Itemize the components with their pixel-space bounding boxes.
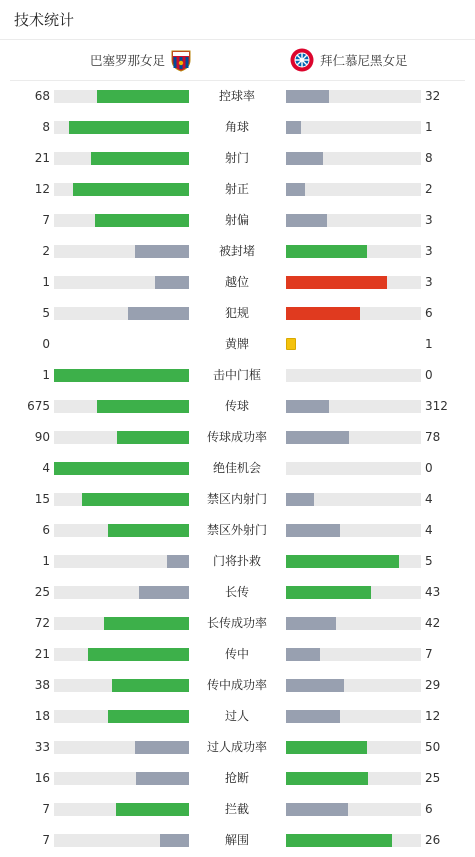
home-value: 38 (34, 678, 50, 692)
home-value: 1 (42, 275, 50, 289)
away-bar-track (286, 679, 421, 692)
away-bar-fill (286, 431, 349, 444)
home-value: 16 (34, 771, 50, 785)
away-value: 3 (425, 275, 433, 289)
away-value: 4 (425, 492, 433, 506)
stats-list (0, 81, 475, 856)
stat-row (0, 701, 475, 732)
home-bar-track (54, 555, 189, 568)
home-bar-track (54, 245, 189, 258)
away-bar-fill (286, 152, 323, 165)
stat-row (0, 143, 475, 174)
home-bar-fill (54, 462, 189, 475)
home-bar-fill (112, 679, 189, 692)
home-bar-track (54, 741, 189, 754)
home-bar-fill (167, 555, 190, 568)
stat-label: 禁区内射门 (206, 492, 267, 506)
stat-label: 过人成功率 (206, 740, 267, 754)
away-bar-fill (286, 493, 314, 506)
away-bar-track (286, 90, 421, 103)
away-bar-track (286, 524, 421, 537)
stat-label: 黄牌 (224, 337, 249, 351)
home-bar-track (54, 90, 189, 103)
stat-row (0, 515, 475, 546)
home-bar-track (54, 121, 189, 134)
stat-row (0, 670, 475, 701)
away-bar-fill (286, 741, 367, 754)
home-value: 90 (34, 430, 50, 444)
away-value: 43 (425, 585, 441, 599)
away-bar-track (286, 462, 421, 475)
home-value: 18 (34, 709, 50, 723)
home-value: 68 (34, 89, 50, 103)
away-bar-track (286, 121, 421, 134)
away-value: 8 (425, 151, 433, 165)
home-bar-track (54, 400, 189, 413)
away-team[interactable] (290, 40, 408, 80)
home-bar-fill (139, 586, 189, 599)
home-value: 21 (34, 151, 50, 165)
away-bar-fill (286, 586, 371, 599)
away-bar-fill (286, 803, 348, 816)
home-value: 0 (42, 337, 50, 351)
away-bar-fill (286, 307, 360, 320)
stat-row (0, 267, 475, 298)
home-bar-fill (69, 121, 189, 134)
stat-label: 越位 (224, 275, 249, 289)
away-bar-track (286, 183, 421, 196)
home-bar-fill (108, 710, 189, 723)
home-bar-track (54, 431, 189, 444)
away-value: 7 (425, 647, 433, 661)
away-value: 42 (425, 616, 441, 630)
away-value: 312 (425, 399, 448, 413)
stat-row (0, 329, 475, 360)
away-bar-fill (286, 524, 340, 537)
away-bar-track (286, 648, 421, 661)
away-bar-track (286, 245, 421, 258)
away-value: 2 (425, 182, 433, 196)
stat-row (0, 577, 475, 608)
stat-label: 击中门框 (212, 368, 261, 382)
home-value: 12 (34, 182, 50, 196)
home-team-name: 巴塞罗那女足 (90, 53, 166, 68)
stat-label: 被封堵 (218, 244, 255, 258)
away-bar-track (286, 741, 421, 754)
home-bar-track (54, 307, 189, 320)
team-header (10, 40, 465, 81)
page-header (0, 0, 475, 40)
stat-label: 角球 (224, 120, 249, 134)
away-bar-fill (286, 90, 329, 103)
stat-label: 传中 (224, 647, 249, 661)
away-bar-fill (286, 214, 327, 227)
away-value: 1 (425, 337, 433, 351)
home-value: 1 (42, 368, 50, 382)
away-value: 4 (425, 523, 433, 537)
away-bar-track (286, 276, 421, 289)
home-bar-track (54, 803, 189, 816)
stat-label: 射偏 (224, 213, 249, 227)
away-value: 0 (425, 461, 433, 475)
away-bar-track (286, 772, 421, 785)
away-team-name: 拜仁慕尼黑女足 (320, 53, 408, 68)
away-bar-track (286, 214, 421, 227)
away-bar-fill (286, 710, 340, 723)
away-bar-fill (286, 772, 368, 785)
away-value: 6 (425, 306, 433, 320)
home-bar-fill (104, 617, 189, 630)
home-bar-fill (97, 90, 189, 103)
stat-row (0, 732, 475, 763)
home-value: 7 (42, 833, 50, 847)
away-bar-track (286, 369, 421, 382)
away-bar-fill (286, 555, 399, 568)
away-bar-track (286, 803, 421, 816)
home-bar-fill (82, 493, 189, 506)
home-bar-fill (88, 648, 189, 661)
stat-row (0, 112, 475, 143)
home-bar-fill (160, 834, 189, 847)
away-bar-fill (286, 183, 305, 196)
home-value: 675 (27, 399, 50, 413)
stat-label: 传中成功率 (206, 678, 267, 692)
stat-row (0, 205, 475, 236)
away-bar-fill (286, 400, 329, 413)
stat-label: 抢断 (224, 771, 249, 785)
stat-label: 门将扑救 (212, 554, 261, 568)
home-bar-track (54, 493, 189, 506)
away-bar-fill (286, 617, 336, 630)
home-value: 4 (42, 461, 50, 475)
home-value: 1 (42, 554, 50, 568)
home-bar-track (54, 276, 189, 289)
away-value: 3 (425, 213, 433, 227)
home-bar-fill (97, 400, 189, 413)
home-value: 2 (42, 244, 50, 258)
home-value: 72 (34, 616, 50, 630)
stat-row (0, 484, 475, 515)
home-bar-track (54, 524, 189, 537)
away-value: 50 (425, 740, 441, 754)
stat-label: 传球 (224, 399, 249, 413)
away-bar-fill (286, 834, 392, 847)
home-value: 8 (42, 120, 50, 134)
away-bar-track (286, 710, 421, 723)
away-value: 1 (425, 120, 433, 134)
home-bar-fill (117, 431, 189, 444)
stat-label: 控球率 (218, 89, 255, 103)
bayern-munich-crest-icon (290, 48, 314, 72)
away-value: 3 (425, 244, 433, 258)
away-value: 32 (425, 89, 441, 103)
fc-barcelona-crest-icon (169, 48, 193, 72)
stat-row (0, 763, 475, 794)
home-bar-fill (116, 803, 189, 816)
away-value: 6 (425, 802, 433, 816)
home-bar-fill (108, 524, 189, 537)
away-bar-track (286, 617, 421, 630)
home-bar-track (54, 152, 189, 165)
stat-label: 过人 (224, 709, 249, 723)
stat-row (0, 360, 475, 391)
stat-label: 拦截 (224, 802, 249, 816)
away-bar-track (286, 493, 421, 506)
stat-row (0, 453, 475, 484)
home-bar-track (54, 214, 189, 227)
away-value: 25 (425, 771, 441, 785)
stat-row (0, 298, 475, 329)
away-bar-fill (286, 679, 344, 692)
away-value: 12 (425, 709, 441, 723)
stat-row (0, 546, 475, 577)
away-bar-track (286, 586, 421, 599)
away-bar-track (286, 152, 421, 165)
stat-row (0, 825, 475, 856)
home-bar-track (54, 834, 189, 847)
away-bar-track (286, 400, 421, 413)
home-bar-track (54, 648, 189, 661)
home-bar-fill (155, 276, 189, 289)
away-bar-fill (286, 648, 320, 661)
home-bar-fill (135, 741, 189, 754)
stat-row (0, 639, 475, 670)
away-value: 26 (425, 833, 441, 847)
stat-label: 禁区外射门 (206, 523, 267, 537)
home-bar-fill (54, 369, 189, 382)
yellow-card-icon (286, 338, 296, 350)
page-title: 技术统计 (14, 11, 75, 29)
home-bar-track (54, 462, 189, 475)
home-bar-track (54, 369, 189, 382)
away-bar-fill (286, 121, 301, 134)
stat-label: 犯规 (224, 306, 249, 320)
home-value: 15 (34, 492, 50, 506)
stat-row (0, 608, 475, 639)
away-value: 0 (425, 368, 433, 382)
home-value: 33 (34, 740, 50, 754)
home-value: 25 (34, 585, 50, 599)
stat-row (0, 174, 475, 205)
away-bar-track (286, 555, 421, 568)
home-bar-fill (95, 214, 190, 227)
away-bar-fill (286, 245, 367, 258)
home-value: 7 (42, 213, 50, 227)
away-value: 29 (425, 678, 441, 692)
stat-row (0, 422, 475, 453)
home-bar-track (54, 772, 189, 785)
away-bar-track (286, 834, 421, 847)
home-bar-fill (128, 307, 189, 320)
home-bar-fill (136, 772, 189, 785)
home-value: 21 (34, 647, 50, 661)
stat-row (0, 236, 475, 267)
home-bar-track (54, 679, 189, 692)
stat-label: 射正 (224, 182, 249, 196)
stat-label: 射门 (224, 151, 249, 165)
home-value: 6 (42, 523, 50, 537)
home-bar-fill (135, 245, 189, 258)
stat-row (0, 391, 475, 422)
away-value: 5 (425, 554, 433, 568)
away-value: 78 (425, 430, 441, 444)
home-bar-fill (73, 183, 189, 196)
away-bar-fill (286, 276, 387, 289)
away-bar-track (286, 431, 421, 444)
home-bar-track (54, 183, 189, 196)
home-value: 5 (42, 306, 50, 320)
stat-row (0, 81, 475, 112)
stat-label: 长传成功率 (206, 616, 267, 630)
stat-label: 长传 (224, 585, 249, 599)
home-value: 7 (42, 802, 50, 816)
home-bar-track (54, 586, 189, 599)
stat-label: 解围 (224, 833, 249, 847)
stat-row (0, 794, 475, 825)
home-bar-fill (91, 152, 189, 165)
home-bar-track (54, 617, 189, 630)
stat-label: 传球成功率 (206, 430, 267, 444)
away-bar-track (286, 307, 421, 320)
home-bar-track (54, 710, 189, 723)
home-team[interactable] (90, 40, 193, 80)
stat-label: 绝佳机会 (212, 461, 261, 475)
